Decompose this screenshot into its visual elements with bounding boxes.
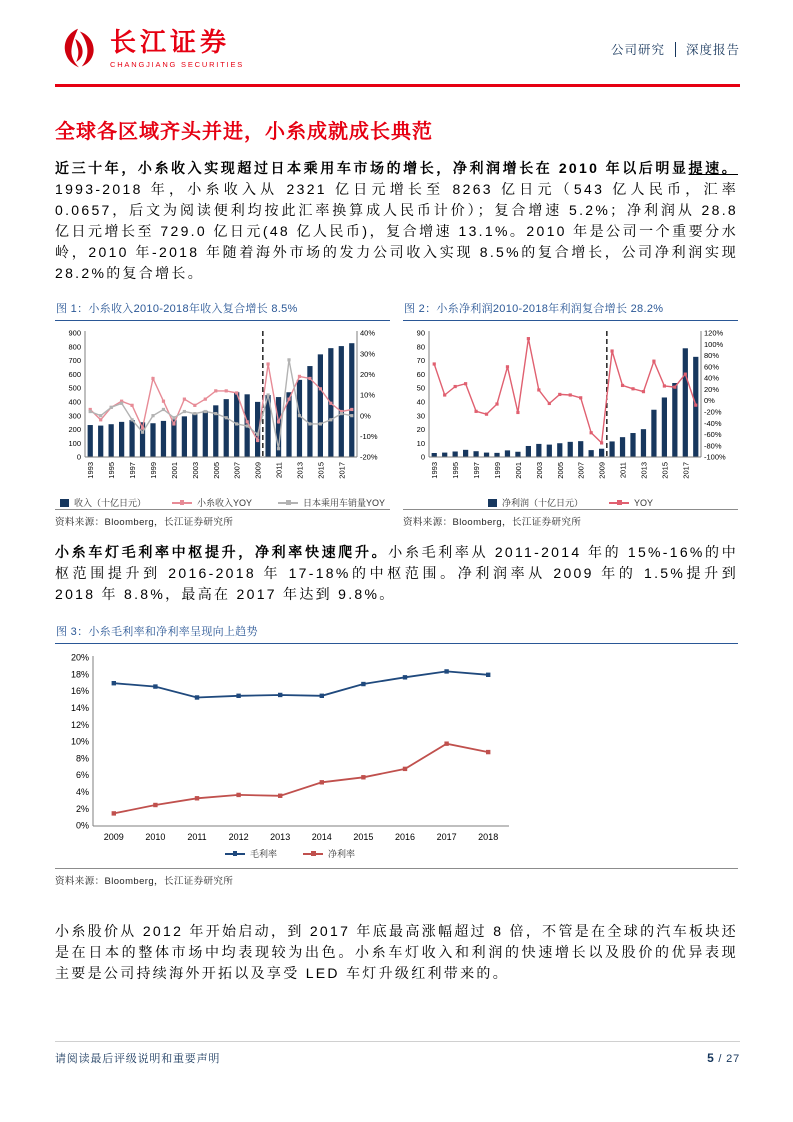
line-series [89,362,354,442]
svg-text:1999: 1999 [493,462,502,479]
paragraph-1 [55,158,738,284]
legend-item [278,496,385,509]
legend-item [225,847,277,860]
svg-text:60: 60 [416,369,425,379]
svg-text:120%: 120% [704,328,724,338]
brand-name-en: CHANGJIANG SECURITIES [110,59,245,69]
svg-text:0: 0 [420,452,425,462]
axes-lines [85,331,357,457]
figure-2-chart [403,327,738,495]
svg-text:80%: 80% [704,351,720,361]
bar-series [88,343,355,457]
svg-text:30%: 30% [360,349,376,359]
svg-text:2007: 2007 [232,462,242,479]
brand-text [110,29,244,69]
svg-text:10: 10 [416,438,425,448]
line-series [433,337,698,444]
legend-label: 日本乘用车销量YOY [303,498,386,508]
svg-text:40%: 40% [360,328,376,338]
svg-text:2011: 2011 [618,462,628,479]
svg-text:0%: 0% [75,820,89,831]
chart3-plot [55,650,525,846]
svg-text:-80%: -80% [704,441,722,451]
svg-text:-40%: -40% [704,418,722,428]
brand-name-cn: 长江证券 [110,28,231,58]
svg-text:800: 800 [68,342,81,352]
svg-text:2003: 2003 [534,462,544,479]
svg-text:20%: 20% [70,652,89,663]
svg-text:20: 20 [416,425,425,435]
figure-3-body [55,644,525,860]
svg-text:2012: 2012 [228,832,249,842]
svg-text:100: 100 [68,438,81,448]
svg-text:4%: 4% [75,787,89,797]
paragraph-3: 小糸股价从 2012 年开始启动，到 2017 年底最高涨幅超过 8 倍，不管是在全球的汽车板块还是在日本的整体市场中均表现较为出色。小糸车灯收入和利润的快速增长以及股价的优异表现主要是公司持续海外开拓以及享受 LED 车灯升级红利带来的。 [55,923,738,981]
page-number-total: 27 [726,1053,740,1065]
figure-2 [403,298,738,528]
chart2-legend [403,496,738,509]
legend-line-marker [609,502,629,504]
figure-1-chart [55,327,390,495]
svg-text:2017: 2017 [337,462,347,479]
svg-text:2009: 2009 [597,462,607,479]
x-axis-labels [104,832,498,842]
svg-text:2015: 2015 [353,832,374,842]
figure-2-title: 图 2：小糸净利润2010-2018年利润复合增长 28.2% [403,298,738,321]
figure-1-legend-slot [55,495,390,509]
legend-line-marker [225,853,245,855]
axes-lines [93,656,509,826]
figure-1 [55,298,390,528]
legend-label: YOY [634,497,654,508]
svg-text:2013: 2013 [295,462,305,479]
svg-text:10%: 10% [360,390,376,400]
figure-3-chart [55,650,525,846]
report-type-label: 深度报告 [685,43,740,57]
svg-text:8%: 8% [75,753,89,764]
x-axis-labels [86,462,346,479]
svg-text:900: 900 [68,328,81,338]
figure-3 [55,621,738,887]
svg-text:2001: 2001 [169,462,179,479]
legend-line-marker [303,853,323,855]
p1-bold-underline-text: 提速。 [688,160,738,176]
svg-text:2011: 2011 [274,462,284,479]
svg-text:-100%: -100% [704,452,726,462]
page-number [707,1051,740,1065]
figure-2-legend-slot [403,495,738,509]
legend-item [303,847,355,860]
chart2-plot [403,327,738,495]
svg-text:14%: 14% [70,703,89,713]
figure-3-legend-slot [55,847,525,860]
svg-text:1995: 1995 [107,462,117,479]
legend-item [488,496,583,509]
svg-text:2017: 2017 [681,462,691,479]
line-series [112,741,491,815]
svg-text:2015: 2015 [660,462,670,479]
figure-2-source: 资料来源：Bloomberg，长江证券研究所 [403,509,738,528]
page-footer [55,1041,740,1066]
figure-3-title: 图 3：小糸毛利率和净利率呈现向上趋势 [55,621,738,644]
svg-text:12%: 12% [70,719,89,730]
svg-text:2014: 2014 [311,832,332,842]
x-axis-labels [430,462,690,479]
svg-text:2003: 2003 [190,462,200,479]
brand-logo [55,26,244,72]
svg-text:70: 70 [416,356,425,366]
legend-label: 毛利率 [249,849,277,859]
svg-text:2007: 2007 [576,462,586,479]
legend-item [172,496,252,509]
svg-text:2001: 2001 [513,462,523,479]
svg-text:2011: 2011 [187,832,207,842]
chart1-legend [55,496,390,509]
legend-swatch [60,499,69,507]
category-divider [675,42,676,57]
section-title: 全球各区域齐头并进，小糸成就成长典范 [55,121,433,143]
chart1-plot [55,327,390,495]
svg-text:0%: 0% [704,396,715,406]
svg-text:100%: 100% [704,339,724,349]
report-category [611,40,740,58]
legend-item [609,496,653,509]
svg-text:40: 40 [416,397,425,407]
svg-text:0%: 0% [360,411,371,421]
legend-label: 净利润（十亿日元） [501,498,583,508]
svg-text:80: 80 [416,342,425,352]
svg-text:-10%: -10% [360,431,378,441]
svg-text:2016: 2016 [394,832,416,842]
svg-text:6%: 6% [75,770,89,781]
axis-tick-labels [71,653,89,831]
svg-text:60%: 60% [704,362,720,372]
svg-text:2017: 2017 [436,832,457,842]
svg-text:0: 0 [76,452,81,462]
legend-label: 净利率 [328,849,356,859]
figure-1-title: 图 1：小糸收入2010-2018年收入复合增长 8.5% [55,298,390,321]
legend-label: 收入（十亿日元） [73,498,146,508]
svg-text:2009: 2009 [253,462,263,479]
legend-line-marker [172,502,192,504]
svg-text:2005: 2005 [211,462,221,479]
charts-row [55,298,738,528]
svg-text:30: 30 [416,411,425,421]
chart3-legend [55,847,525,860]
header-rule [55,84,740,87]
svg-text:-20%: -20% [360,452,378,462]
p1-body-text: 1993-2018 年，小糸收入从 2321 亿日元增长至 8263 亿日元（543 亿人民币，汇率 0.0657，后文为阅读便利均按此汇率换算成人民币计价）；复合增速 5.2%；净利润从 28.8 亿日元增长至 729.0 亿日元(48 亿人民币)，复合增速 13.1%。2010 年是公司一个重要分水岭，2010 年-2018 年随着海外市场的发力公司收入实现 8.5%的复合增长，公司净利润实现 28.2%的复合增长。 [55,181,738,281]
svg-text:16%: 16% [70,686,89,697]
svg-text:2013: 2013 [270,832,291,842]
p2-bold-text: 小糸车灯毛利率中枢提升，净利率快速爬升。 [55,544,389,560]
svg-text:1993: 1993 [86,462,96,479]
svg-text:2009: 2009 [103,832,124,842]
svg-text:700: 700 [68,356,81,366]
svg-text:20%: 20% [360,369,376,379]
svg-text:-20%: -20% [704,407,722,417]
svg-text:1999: 1999 [149,462,158,479]
svg-text:90: 90 [416,328,425,338]
p1-bold-text: 近三十年，小糸收入实现超过日本乘用车市场的增长，净利润增长在 2010 年以后明显 [55,160,689,176]
svg-text:1997: 1997 [472,462,482,479]
changjiang-logo-icon [55,26,101,72]
svg-text:2005: 2005 [555,462,565,479]
svg-text:10%: 10% [70,736,89,747]
svg-text:2013: 2013 [639,462,649,479]
category-label: 公司研究 [610,43,665,57]
svg-text:40%: 40% [704,373,720,383]
svg-text:1997: 1997 [128,462,138,479]
bar-series [432,348,699,457]
svg-text:18%: 18% [70,669,89,680]
svg-text:2015: 2015 [316,462,326,479]
line-series [112,669,491,699]
figure-3-source: 资料来源：Bloomberg，长江证券研究所 [55,868,738,887]
svg-text:500: 500 [68,383,81,393]
svg-text:200: 200 [68,425,81,435]
page-header [0,0,793,72]
svg-text:1995: 1995 [451,462,461,479]
legend-swatch [488,499,497,507]
svg-text:400: 400 [68,397,81,407]
figure-1-source: 资料来源：Bloomberg，长江证券研究所 [55,509,390,528]
paragraph-2 [55,542,738,605]
page-number-current: 5 [707,1051,715,1065]
page-number-sep: / [714,1053,727,1065]
legend-label: 小糸收入YOY [196,498,252,508]
footer-disclaimer: 请阅读最后评级说明和重要声明 [55,1053,221,1065]
svg-text:50: 50 [416,383,425,393]
p2-body-text: 小糸毛利率从 2011-2014 年的 15%-16%的中枢范围提升到 2016-2018 年 17-18%的中枢范围。净利润率从 2009 年的 1.5%提升到 2018 年 8.8%，最高在 2017 年达到 9.8%。 [55,544,738,602]
svg-text:2%: 2% [75,803,89,814]
svg-text:2010: 2010 [145,832,166,842]
svg-text:600: 600 [68,369,81,379]
svg-text:-60%: -60% [704,430,722,440]
legend-item [60,496,146,509]
svg-text:1993: 1993 [430,462,440,479]
svg-text:2018: 2018 [478,832,499,842]
svg-text:300: 300 [68,411,81,421]
svg-text:20%: 20% [704,384,720,394]
legend-line-marker [278,502,298,504]
